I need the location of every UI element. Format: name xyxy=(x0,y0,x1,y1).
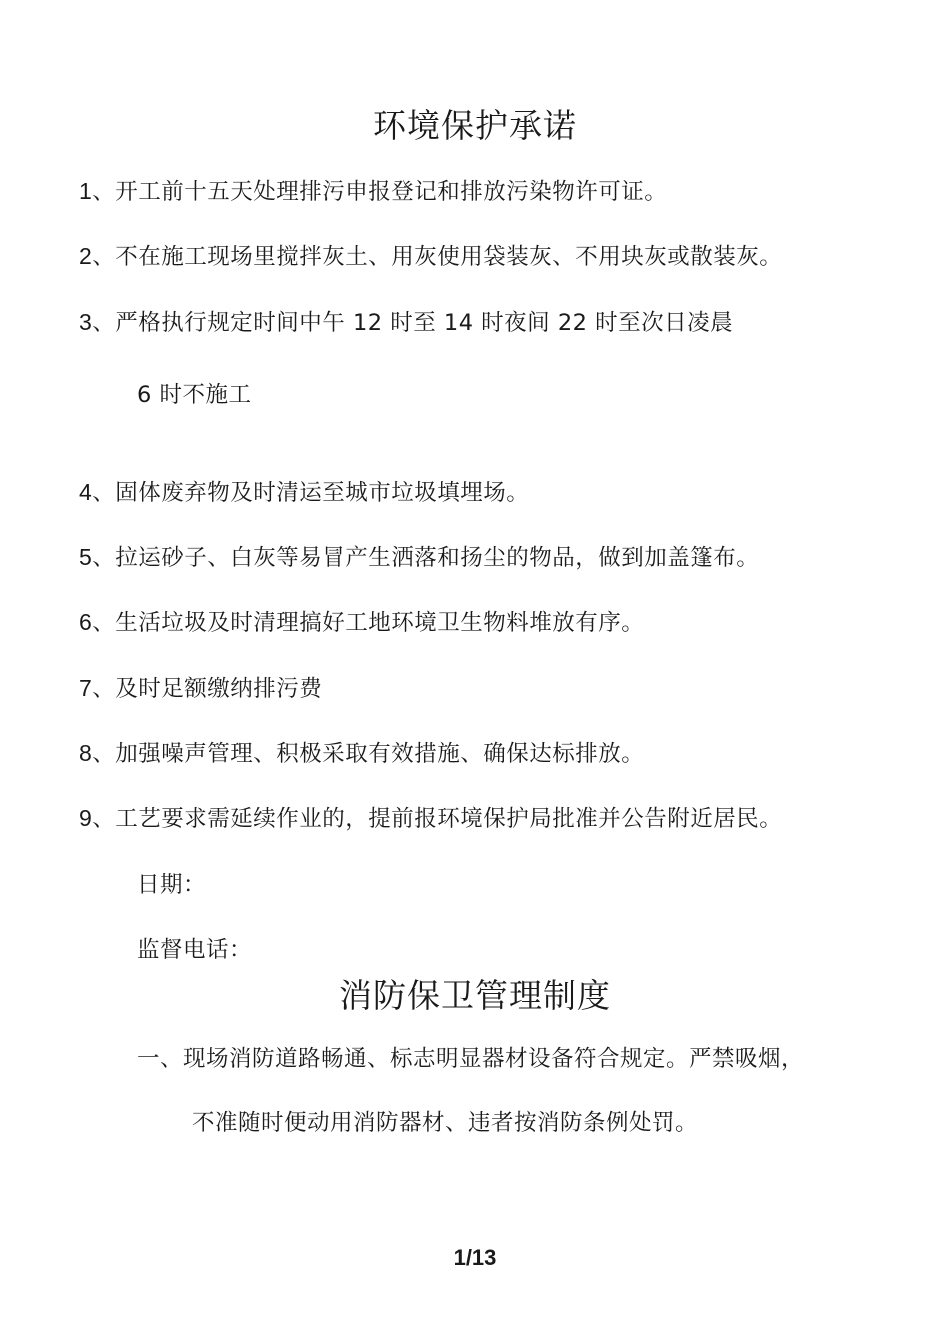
item-text: 、加强噪声管理、积极采取有效措施、确保达标排放。 xyxy=(92,741,645,767)
list-item xyxy=(79,605,644,637)
item-number: 3 xyxy=(79,309,93,335)
item-text: 、拉运砂子、白灰等易冒产生洒落和扬尘的物品，做到加盖篷布。 xyxy=(92,545,760,571)
list-item xyxy=(79,540,759,572)
paragraph-line: 不准随时便动用消防器材、违者按消防条例处罚。 xyxy=(192,1110,699,1136)
item-text: 、不在施工现场里搅拌灰土、用灰使用袋装灰、不用块灰或散装灰。 xyxy=(92,244,783,270)
page-number: 1/13 xyxy=(453,1245,497,1270)
item-text: 、开工前十五天处理排污申报登记和排放污染物许可证。 xyxy=(92,179,668,205)
item-text: 6 时不施工 xyxy=(137,382,252,408)
item-text: 、工艺要求需延续作业的，提前报环境保护局批准并公告附近居民。 xyxy=(92,806,783,832)
section-title-fire-security: 消防保卫管理制度 xyxy=(339,976,611,1015)
item-number: 2 xyxy=(79,243,93,269)
list-item xyxy=(79,174,667,206)
item-number: 6 xyxy=(79,609,93,635)
item-number: 5 xyxy=(79,544,93,570)
list-item xyxy=(79,736,644,768)
list-item-continuation xyxy=(137,377,251,409)
list-item xyxy=(79,475,529,507)
item-text: 、及时足额缴纳排污费 xyxy=(92,676,323,702)
item-number: 1 xyxy=(79,178,93,204)
paragraph-line: 一、现场消防道路畅通、标志明显器材设备符合规定。严禁吸烟， xyxy=(137,1046,805,1072)
item-text: 、生活垃圾及时清理搞好工地环境卫生物料堆放有序。 xyxy=(92,610,645,636)
list-item xyxy=(79,801,782,833)
list-item xyxy=(79,305,733,337)
supervision-phone-label: 监督电话： xyxy=(137,937,253,963)
date-label: 日期： xyxy=(137,872,207,898)
item-text: 、严格执行规定时间中午 12 时至 14 时夜间 22 时至次日凌晨 xyxy=(92,310,734,336)
item-number: 7 xyxy=(79,675,93,701)
item-text: 、固体废弃物及时清运至城市垃圾填埋场。 xyxy=(92,480,530,506)
list-item xyxy=(79,239,782,271)
item-number: 8 xyxy=(79,740,93,766)
item-number: 4 xyxy=(79,479,93,505)
section-title-environment: 环境保护承诺 xyxy=(373,106,577,145)
list-item xyxy=(79,671,322,703)
item-number: 9 xyxy=(79,805,93,831)
